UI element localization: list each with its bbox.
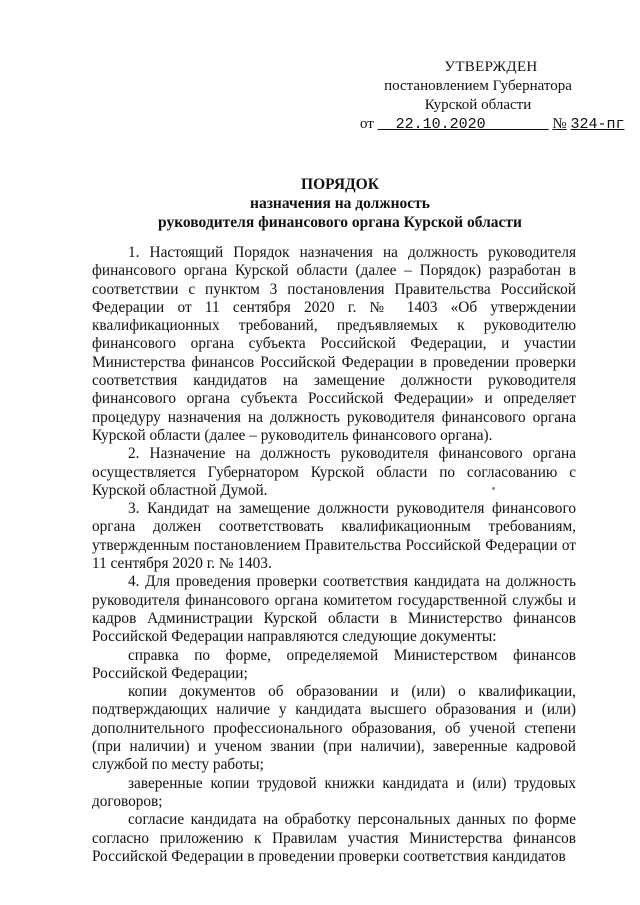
paragraph-2: 2. Назначение на должность руководителя финансового органа осуществляется Губернатором Курской области по согласованию с Курской областной Думой.: [92, 445, 576, 499]
approval-number: 324-пг: [570, 116, 625, 133]
approval-line-2: Курской области: [424, 97, 532, 113]
paragraph-4: 4. Для проведения проверки соответствия кандидата на должность руководителя финансового органа комитетом государственной службы и кадров Администрации Курской области в Министерство финансов Российской Федерации направляются следующие документы:: [92, 573, 576, 646]
approval-number-label: №: [552, 116, 567, 132]
approval-from-label: от: [360, 116, 374, 132]
paragraph-3: 3. Кандидат на замещение должности руководителя финансового органа должен соответствовать квалификационным требованиям, утвержденным постановлением Правительства Российской Федерации от 11 сентября 2020 г. № 1403.: [92, 500, 576, 573]
heading-title: ПОРЯДОК: [301, 176, 379, 193]
heading-line-1: назначения на должность: [250, 195, 430, 212]
list-item-reference: справка по форме, определяемой Министерством финансов Российской Федерации;: [92, 646, 576, 682]
heading-line-2: руководителя финансового органа Курской области: [158, 214, 522, 231]
document-heading: [60, 175, 620, 232]
approval-stamp: [360, 58, 625, 134]
approval-title: УТВЕРЖДЕН: [444, 59, 538, 75]
list-item-education-copies: копии документов об образовании и (или) о квалификации, подтверждающих наличие у кандидата высшего образования и (или) дополнительного профессионального образования, об ученой степени (при наличии) и ученом звании (при наличии), заверенные кадровой службой по месту работы;: [92, 683, 576, 774]
scan-speck: [492, 487, 495, 490]
approval-line-1: постановлением Губернатора: [384, 78, 572, 94]
approval-signature-line: [360, 115, 625, 134]
paragraph-1: 1. Настоящий Порядок назначения на должность руководителя финансового органа Курской области (далее – Порядок) разработан в соответствии с пунктом 3 постановления Правительства Российской Федерации от 11 сентября 2020 г. № 1403 «Об утверждении квалификационных требований, предъявляемых к руководителю финансового органа субъекта Российской Федерации, и участии Министерства финансов Российской Федерации в проведении проверки соответствия кандидатов на замещение должности руководителя финансового органа субъекта Российской Федерации» и определяет процедуру назначения на должность руководителя финансового органа Курской области (далее – руководитель финансового органа).: [92, 244, 576, 444]
list-item-employment-copies: заверенные копии трудовой книжки кандидата и (или) трудовых договоров;: [92, 774, 576, 810]
list-item-consent: согласие кандидата на обработку персональных данных по форме согласно приложению к Правилам участия Министерства финансов Российской Федерации в проведении проверки соответствия кандидатов: [92, 811, 576, 865]
document-body: [92, 244, 576, 866]
approval-date: [378, 116, 549, 133]
approval-date-value: 22.10.2020: [395, 116, 486, 133]
